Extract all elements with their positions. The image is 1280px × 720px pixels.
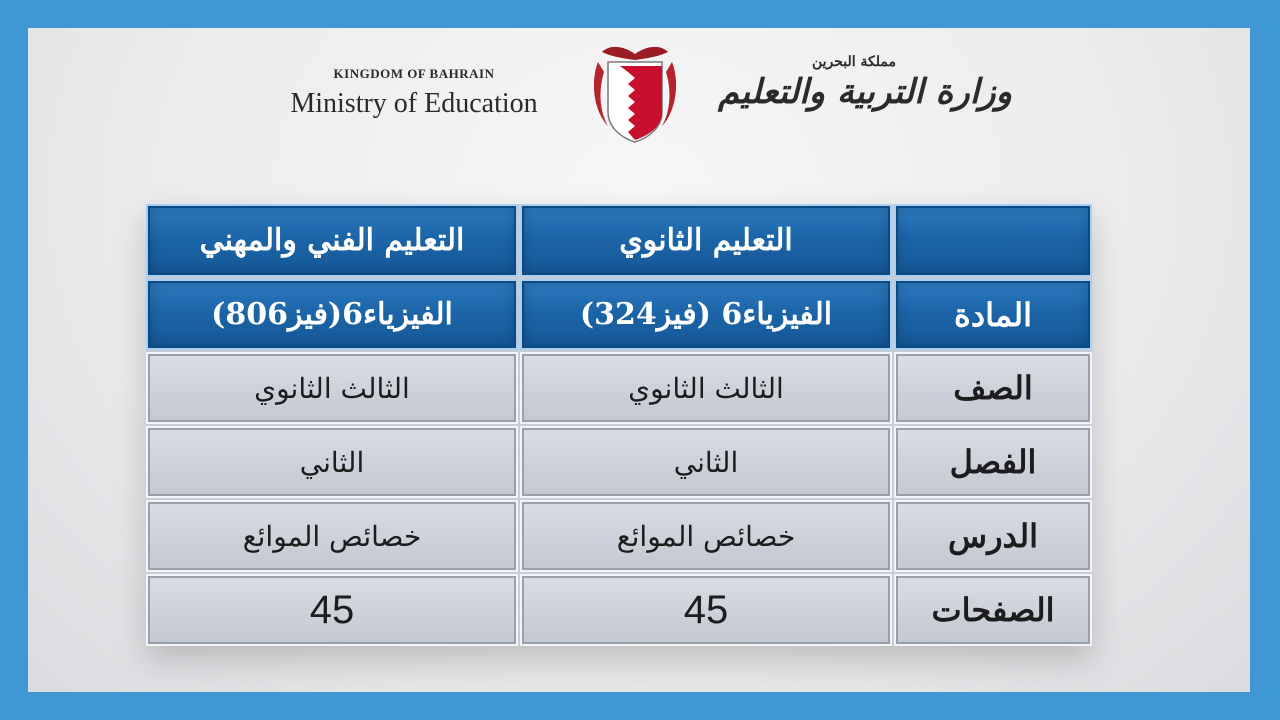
kingdom-label-ar: مملكة البحرين [811,54,896,70]
subject-label: المادة [894,279,1092,350]
track-header-secondary: التعليم الثانوي [520,204,892,277]
pages-label: الصفحات [894,574,1092,646]
semester-label: الفصل [894,426,1092,498]
corner-header-cell [894,204,1092,277]
pages-technical: 45 [146,574,518,646]
kingdom-label: KINGDOM OF BAHRAIN [333,66,495,81]
track-header-technical: التعليم الفني والمهني [146,204,518,277]
semester-technical: الثاني [146,426,518,498]
subject-technical: الفيزياء6(فيز806) [146,279,518,350]
subject-secondary: الفيزياء6 (فيز324) [520,279,892,350]
ministry-arabic-header [696,54,1016,144]
bahrain-emblem-icon [590,42,680,146]
ministry-english-header [264,66,564,120]
lesson-secondary: خصائص الموائع [520,500,892,572]
ministry-title-ar: وزارة التربية والتعليم [718,72,1012,112]
ministry-title-en: Ministry of Education [290,88,538,119]
grade-technical: الثالث الثانوي [146,352,518,424]
grade-secondary: الثالث الثانوي [520,352,892,424]
lesson-label: الدرس [894,500,1092,572]
slide-canvas [28,28,1250,692]
semester-secondary: الثاني [520,426,892,498]
course-info-table [146,204,1092,646]
pages-secondary: 45 [520,574,892,646]
lesson-technical: خصائص الموائع [146,500,518,572]
grade-label: الصف [894,352,1092,424]
